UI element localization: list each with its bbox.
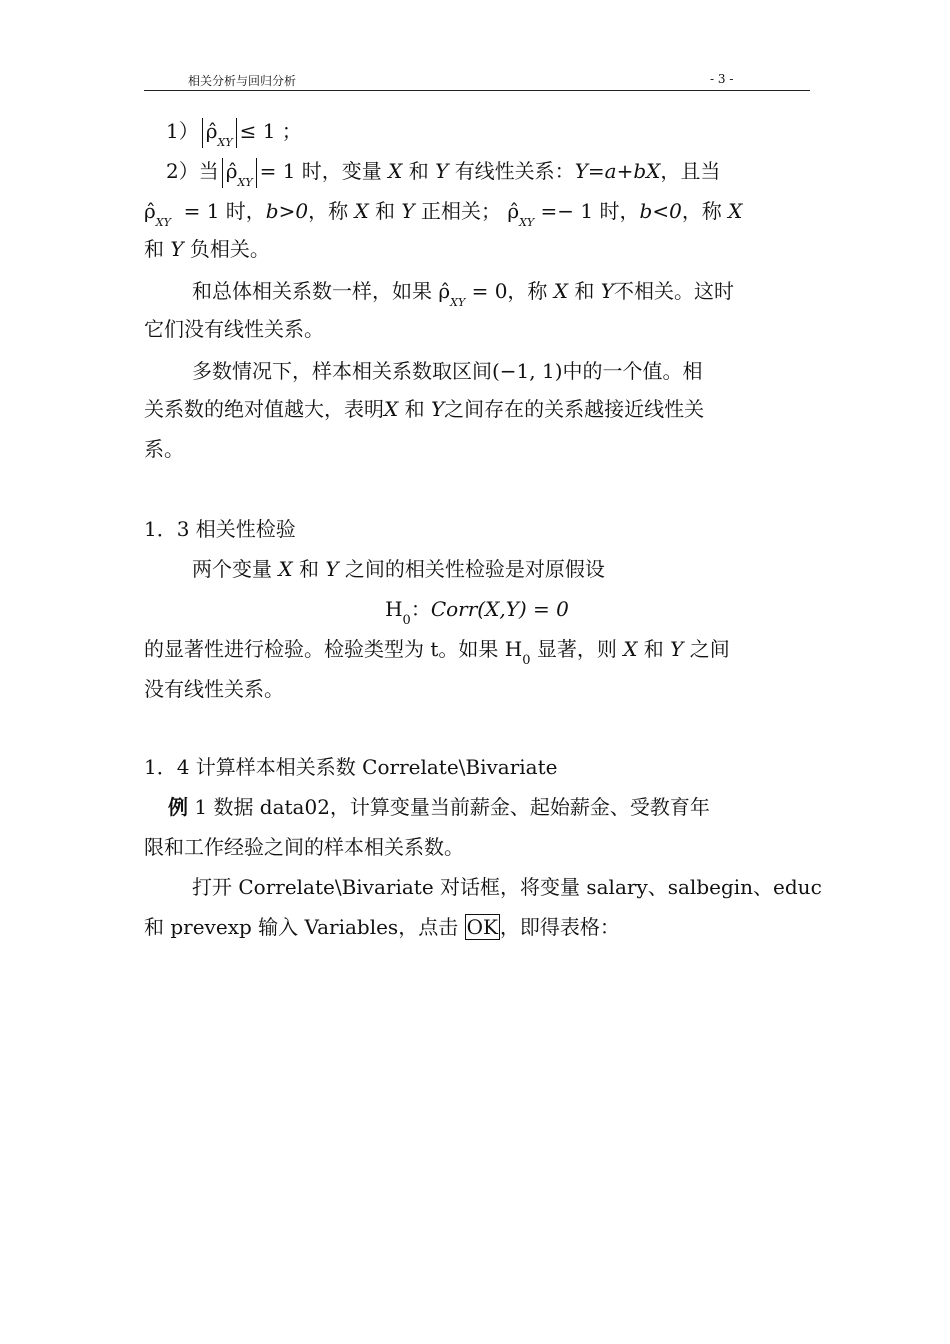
text: b>0 xyxy=(265,199,309,223)
text: 之间存在的关系越接近线性关 xyxy=(444,397,705,421)
text: = 0，称 xyxy=(471,279,548,303)
rho-symbol: ρ̂ xyxy=(507,199,520,223)
text: 两个变量 xyxy=(192,557,272,581)
equation: Corr(X,Y) = 0 xyxy=(430,597,569,621)
text: 不相关。这时 xyxy=(613,279,734,303)
text: 和总体相关系数一样，如果 xyxy=(192,279,432,303)
text: 有线性关系： xyxy=(454,159,575,183)
text: 正相关； xyxy=(420,199,501,223)
para2-line1: 多数情况下，样本相关系数取区间(−1, 1)中的一个值。相 xyxy=(192,359,703,383)
abs-bar xyxy=(236,118,237,148)
text: = 1 时， xyxy=(183,199,266,223)
text: 和 xyxy=(568,279,601,303)
para2-line2 xyxy=(144,392,810,426)
rho-symbol: ρ̂ xyxy=(144,199,156,223)
var-y: Y xyxy=(325,557,339,581)
section-1-3-heading: 1．3 相关性检验 xyxy=(144,517,296,541)
subscript: XY xyxy=(237,176,253,189)
text: ≤ 1 ； xyxy=(239,119,302,143)
subscript: XY xyxy=(450,296,466,309)
var-x: X xyxy=(728,199,743,223)
text: 1 数据 data02，计算变量当前薪金、起始薪金、受教育年 xyxy=(194,795,710,819)
null-hypothesis-equation xyxy=(144,592,810,626)
text: 和 xyxy=(637,637,671,661)
section-1-3-tail1 xyxy=(144,632,810,666)
subscript: XY xyxy=(519,216,535,229)
instruction-line1: 打开 Correlate\Bivariate 对话框，将变量 salary、salbegin、educ xyxy=(192,875,822,899)
var-y: Y xyxy=(670,637,684,661)
text: =− 1 时， xyxy=(540,199,640,223)
page-header xyxy=(144,70,810,91)
example-1-line1 xyxy=(144,790,810,824)
rho-symbol: ρ̂ xyxy=(225,159,238,183)
var-y: Y xyxy=(430,397,445,421)
rho-symbol: ρ̂ xyxy=(205,119,218,143)
property-2 xyxy=(144,154,810,188)
text: 关系数的绝对值越大，表明 xyxy=(144,397,384,421)
section-1-3-tail2: 没有线性关系。 xyxy=(144,677,284,701)
property-2-line3 xyxy=(144,232,810,266)
text: 的显著性进行检验。检验类型为 t。如果 H xyxy=(144,637,523,661)
text: 和 prevexp 输入 Variables，点击 xyxy=(144,915,459,939)
text: 显著，则 xyxy=(536,637,617,661)
var-y: Y xyxy=(170,237,184,261)
var-y: Y xyxy=(401,199,415,223)
text: 1） xyxy=(166,119,199,143)
property-1 xyxy=(144,114,810,148)
abs-bar xyxy=(222,158,223,188)
text: = 1 时，变量 xyxy=(259,159,382,183)
text: ，称 xyxy=(681,199,722,223)
text: ： xyxy=(410,597,431,621)
subscript: XY xyxy=(155,216,171,229)
text: 负相关。 xyxy=(189,237,270,261)
var-x: X xyxy=(278,557,293,581)
para1-line1 xyxy=(144,274,810,308)
subscript: 0 xyxy=(402,613,411,628)
var-y: Y xyxy=(435,159,449,183)
text: 和 xyxy=(292,557,326,581)
para1-line2: 它们没有线性关系。 xyxy=(144,317,324,341)
para2-line3: 系。 xyxy=(144,437,184,461)
text: 和 xyxy=(402,159,436,183)
var-y: Y xyxy=(600,279,614,303)
var-x: X xyxy=(384,397,399,421)
text: 和 xyxy=(368,199,402,223)
var-x: X xyxy=(354,199,369,223)
section-1-3-intro xyxy=(144,552,810,586)
rho-symbol: ρ̂ xyxy=(438,279,451,303)
abs-bar xyxy=(256,158,257,188)
text: 之间的相关性检验是对原假设 xyxy=(344,557,605,581)
subscript: XY xyxy=(217,136,233,149)
abs-bar xyxy=(202,118,203,148)
text: ，且当 xyxy=(660,159,721,183)
text: 2）当 xyxy=(166,159,219,183)
header-title: 相关分析与回归分析 xyxy=(188,74,297,88)
example-1-line2: 限和工作经验之间的样本相关系数。 xyxy=(144,835,464,859)
text: H xyxy=(385,597,403,621)
section-1-4-heading: 1．4 计算样本相关系数 Correlate\Bivariate xyxy=(144,755,558,779)
text: ，称 xyxy=(308,199,349,223)
text: 和 xyxy=(144,237,164,261)
ok-button-label: OK xyxy=(466,915,498,939)
var-x: X xyxy=(553,279,569,303)
var-x: X xyxy=(623,637,638,661)
instruction-line2 xyxy=(144,910,810,944)
var-x: X xyxy=(388,159,403,183)
text: ，即得表格： xyxy=(499,915,620,939)
text: b<0 xyxy=(639,199,682,223)
page-number: - 3 - xyxy=(710,72,734,86)
text: 和 xyxy=(398,397,431,421)
property-2-line2 xyxy=(144,194,810,228)
formula: Y=a+bX xyxy=(574,159,661,183)
text: 之间 xyxy=(689,637,730,661)
subscript: 0 xyxy=(522,653,531,668)
example-label: 例 xyxy=(168,795,188,819)
